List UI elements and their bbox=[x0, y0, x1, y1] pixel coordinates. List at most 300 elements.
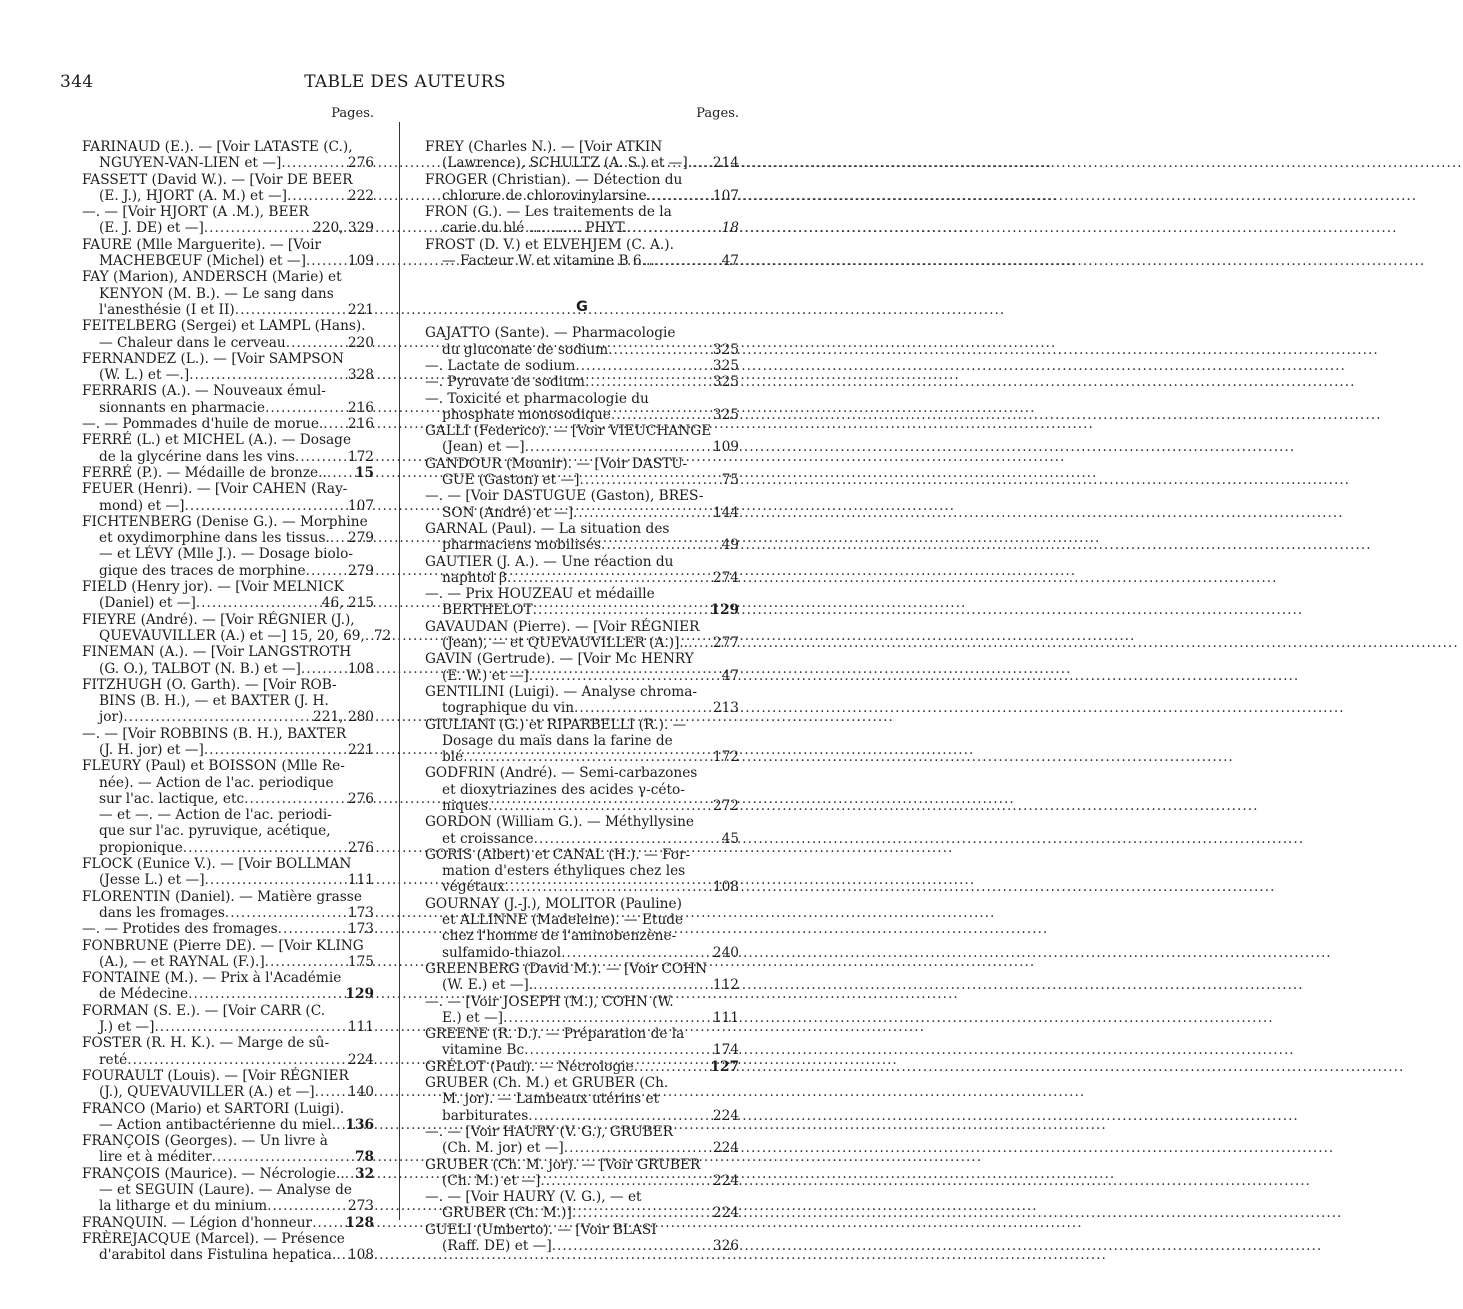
index-line bbox=[82, 1052, 374, 1068]
index-line bbox=[425, 374, 739, 390]
index-line bbox=[82, 921, 374, 937]
dot-leader bbox=[287, 188, 345, 204]
index-line bbox=[82, 237, 374, 253]
dot-leader bbox=[336, 1247, 345, 1263]
dot-leader bbox=[574, 700, 710, 716]
index-line bbox=[425, 1189, 739, 1205]
entry-text: —. — [Voir DASTUGUE (Gaston), BRES- bbox=[425, 488, 704, 505]
dot-leader bbox=[561, 945, 710, 961]
index-line bbox=[82, 563, 374, 579]
index-line bbox=[425, 172, 739, 188]
dot-leader bbox=[244, 791, 345, 807]
dot-leader bbox=[315, 1084, 345, 1100]
entry-text: (Daniel) et —] bbox=[99, 595, 196, 612]
dot-leader bbox=[533, 602, 708, 618]
dot-leader bbox=[265, 400, 345, 416]
entry-text: BERTHELOT bbox=[442, 602, 533, 619]
page-ref: 136 bbox=[345, 1116, 374, 1133]
page-ref: 277 bbox=[712, 635, 739, 652]
entry-text: tographique du vin bbox=[442, 700, 575, 717]
entry-text: J.) et —] bbox=[99, 1019, 155, 1036]
entry-text: née). — Action de l'ac. periodique bbox=[99, 774, 334, 791]
page-number: 344 bbox=[60, 72, 94, 92]
pages-label: Pages. bbox=[331, 106, 374, 121]
index-line bbox=[82, 269, 374, 285]
index-line bbox=[82, 905, 374, 921]
entry-text: —. — Protides des fromages bbox=[82, 921, 278, 938]
dot-leader bbox=[301, 661, 345, 677]
page-ref: 326 bbox=[712, 1238, 739, 1254]
dot-leader bbox=[573, 505, 710, 521]
entry-text: FEUER (Henri). — [Voir CAHEN (Ray- bbox=[82, 481, 348, 498]
index-line bbox=[82, 416, 374, 432]
entry-text: FROGER (Christian). — Détection du bbox=[425, 171, 683, 188]
dot-leader bbox=[345, 1166, 352, 1182]
dot-leader bbox=[295, 449, 345, 465]
dot-leader bbox=[212, 1149, 352, 1165]
entry-text: FLORENTIN (Daniel). — Matière grasse bbox=[82, 888, 362, 905]
entry-text: — et —. — Action de l'ac. periodi- bbox=[99, 807, 332, 824]
index-line bbox=[82, 335, 374, 351]
entry-text: FRÈREJACQUE (Marcel). — Présence bbox=[82, 1230, 345, 1247]
entry-text: (W. E.) et —]. bbox=[442, 977, 534, 994]
index-line bbox=[82, 1003, 374, 1019]
entry-text: SON (André) et —] bbox=[442, 504, 574, 521]
entry-text: FERRARIS (A.). — Nouveaux émul- bbox=[82, 383, 326, 400]
index-line bbox=[425, 505, 739, 521]
index-line bbox=[425, 1059, 739, 1075]
index-line bbox=[425, 1026, 739, 1042]
index-line bbox=[425, 928, 739, 944]
index-line bbox=[425, 879, 739, 895]
entry-text: —. — Pommades d'huile de morue. bbox=[82, 416, 324, 433]
entry-text: —. — [Voir HJORT (A .M.), BEER bbox=[82, 204, 309, 221]
entry-text: niques bbox=[442, 797, 488, 814]
dot-leader bbox=[265, 954, 345, 970]
index-line bbox=[82, 1247, 374, 1263]
index-line bbox=[82, 204, 374, 220]
entry-text: (Raff. DE) et —] bbox=[442, 1238, 552, 1254]
dot-leader bbox=[503, 1010, 710, 1026]
dot-leader bbox=[552, 1238, 710, 1254]
entry-text: GUELI (Umberto). — [Voir BLASI bbox=[425, 1221, 657, 1238]
index-line bbox=[82, 807, 374, 823]
entry-text: GRUBER (Ch. M.)] bbox=[442, 1205, 572, 1222]
page-ref: 111 bbox=[347, 872, 374, 889]
index-line bbox=[82, 546, 374, 562]
entry-text: chez l'homme de l'aminobenzène- bbox=[442, 928, 677, 945]
index-line bbox=[82, 791, 374, 807]
page-ref: 32 bbox=[354, 1165, 374, 1182]
dot-leader bbox=[692, 155, 710, 171]
entry-text: pharmaciens mobilisés bbox=[442, 537, 602, 554]
entry-text: GREENE (R. D.). — Préparation de la bbox=[425, 1026, 685, 1043]
page-ref: 78 bbox=[354, 1149, 374, 1166]
index-line bbox=[82, 351, 374, 367]
page-ref: 111 bbox=[347, 1019, 374, 1036]
entry-text: du gluconate de sodium bbox=[442, 341, 609, 358]
entry-text: FERRÉ (L.) et MICHEL (A.). — Dosage bbox=[82, 432, 352, 449]
index-line bbox=[82, 1068, 374, 1084]
page-ref: 49 bbox=[721, 537, 739, 554]
entry-text: sulfamido-thiazol bbox=[442, 944, 562, 961]
index-line bbox=[425, 537, 739, 553]
entry-text: de la glycérine dans les vins bbox=[99, 448, 295, 465]
index-line bbox=[82, 383, 374, 399]
index-line bbox=[82, 856, 374, 872]
page-ref: 325 bbox=[712, 341, 739, 358]
index-line bbox=[82, 986, 374, 1002]
page-ref: 46, 215 bbox=[321, 595, 374, 612]
dot-leader bbox=[278, 921, 345, 937]
entry-text: végétaux bbox=[442, 879, 505, 896]
entry-text: gique des traces de morphine bbox=[99, 562, 306, 579]
page-ref: 127 bbox=[710, 1058, 739, 1075]
entry-text: MACHEBŒUF (Michel) et —] bbox=[99, 253, 306, 270]
index-line bbox=[82, 139, 374, 155]
entry-text: FLOCK (Eunice V.). — [Voir BOLLMAN bbox=[82, 856, 352, 873]
entry-text: lire et à méditer bbox=[99, 1149, 212, 1166]
dot-leader bbox=[585, 374, 710, 390]
entry-text: et dioxytriazines des acides γ-céto- bbox=[442, 781, 685, 798]
entry-text: GARNAL (Paul). — La situation des bbox=[425, 520, 670, 537]
page-ref: 224 bbox=[712, 1107, 739, 1124]
dot-leader bbox=[528, 1108, 710, 1124]
entry-text: GOURNAY (J.-J.), MOLITOR (Pauline) bbox=[425, 895, 682, 912]
page-ref: 276 bbox=[347, 839, 374, 856]
dot-leader bbox=[533, 977, 710, 993]
index-line bbox=[82, 938, 374, 954]
dot-leader bbox=[235, 302, 345, 318]
index-line bbox=[425, 1157, 739, 1173]
page-ref: 108 bbox=[347, 660, 374, 677]
dot-leader bbox=[189, 367, 345, 383]
index-line bbox=[425, 1238, 739, 1254]
entry-text: FORMAN (S. E.). — [Voir CARR (C. bbox=[82, 1002, 326, 1019]
index-line bbox=[425, 554, 739, 570]
index-line bbox=[425, 733, 739, 749]
page-ref: 129 bbox=[710, 602, 739, 619]
index-line bbox=[425, 204, 739, 220]
dot-leader bbox=[524, 1042, 710, 1058]
index-line bbox=[82, 693, 374, 709]
index-line bbox=[82, 612, 374, 628]
index-line bbox=[425, 521, 739, 537]
dot-leader bbox=[463, 749, 710, 765]
page-ref: 72 bbox=[373, 627, 392, 644]
index-line bbox=[425, 602, 739, 618]
index-line bbox=[425, 456, 739, 472]
index-line bbox=[82, 172, 374, 188]
dot-leader bbox=[505, 879, 710, 895]
entry-text: GODFRIN (André). — Semi-carbazones bbox=[425, 765, 698, 782]
entry-text: —. Toxicité et pharmacologie du bbox=[425, 390, 649, 407]
index-line bbox=[82, 1101, 374, 1117]
page-ref: 47 bbox=[721, 253, 739, 270]
page-ref: 129 bbox=[345, 986, 374, 1003]
dot-leader bbox=[634, 1059, 708, 1075]
index-line bbox=[425, 423, 739, 439]
entry-text: sur l'ac. lactique, etc bbox=[99, 790, 245, 807]
index-line bbox=[425, 912, 739, 928]
entry-text: — et SEGUIN (Laure). — Analyse de bbox=[99, 1182, 352, 1198]
index-line bbox=[82, 579, 374, 595]
index-line bbox=[425, 1205, 739, 1221]
index-line bbox=[425, 847, 739, 863]
page-ref: 75 bbox=[721, 472, 739, 489]
entry-text: FAY (Marion), ANDERSCH (Marie) et bbox=[82, 269, 342, 286]
index-line bbox=[82, 1182, 374, 1198]
entry-text: l'anesthésie (I et II) bbox=[99, 301, 235, 318]
page-ref: 224 bbox=[712, 1140, 739, 1157]
index-line bbox=[82, 465, 374, 481]
index-line bbox=[82, 627, 392, 644]
index-line bbox=[82, 1149, 374, 1165]
index-line bbox=[82, 367, 374, 383]
page-ref: 173 bbox=[347, 921, 374, 938]
page-ref: 240 bbox=[712, 944, 739, 961]
entry-text: barbiturates bbox=[442, 1107, 529, 1124]
index-line bbox=[425, 1108, 739, 1124]
pages-label: Pages. bbox=[696, 106, 739, 121]
index-line bbox=[82, 155, 374, 171]
entry-text: —. — [Voir HAURY (V. G.), GRUBER bbox=[425, 1123, 674, 1140]
entry-text: Dosage du maïs dans la farine de bbox=[442, 732, 673, 749]
index-line bbox=[82, 677, 374, 693]
dot-leader bbox=[184, 498, 344, 514]
entry-text: GRUBER (Ch. M.) et GRUBER (Ch. bbox=[425, 1075, 669, 1092]
entry-text: reté bbox=[99, 1051, 128, 1068]
entry-text: —. — [Voir ROBBINS (B. H.), BAXTER bbox=[82, 725, 347, 742]
dot-leader bbox=[507, 570, 710, 586]
entry-text: FOSTER (R. H. K.). — Marge de sû- bbox=[82, 1035, 330, 1052]
page-ref: 221 bbox=[347, 301, 374, 318]
page-ref: 325 bbox=[712, 374, 739, 391]
entry-text: (E. J. DE) et —] bbox=[99, 220, 204, 237]
index-line bbox=[425, 977, 739, 993]
entry-text: GREENBERG (David M.). — [Voir COHN bbox=[425, 960, 708, 977]
index-line bbox=[425, 668, 739, 684]
dot-leader bbox=[127, 1052, 345, 1068]
page-ref: 111 bbox=[712, 1009, 739, 1026]
entry-text: et croissance bbox=[442, 830, 534, 847]
entry-text: GAUTIER (J. A.). — Une réaction du bbox=[425, 553, 674, 570]
dot-leader bbox=[306, 253, 345, 269]
entry-text: FICHTENBERG (Denise G.). — Morphine bbox=[82, 513, 368, 530]
index-line bbox=[82, 954, 374, 970]
page-ref: 274 bbox=[712, 569, 739, 586]
page-ref: 325 bbox=[712, 406, 739, 423]
entry-text: — et LÉVY (Mlle J.). — Dosage biolo- bbox=[99, 546, 353, 563]
index-line bbox=[425, 749, 739, 765]
index-line bbox=[425, 220, 739, 236]
dot-leader bbox=[123, 709, 310, 725]
page-ref: 18 bbox=[721, 220, 739, 237]
index-line bbox=[82, 1231, 374, 1247]
entry-text: (G. O.), TALBOT (N. B.) et —] bbox=[99, 660, 301, 677]
index-line bbox=[425, 684, 739, 700]
entry-text: —. — [Voir JOSEPH (M.), COHN (W. bbox=[425, 993, 674, 1010]
entry-text: FREY (Charles N.). — [Voir ATKIN bbox=[425, 139, 663, 155]
dot-leader bbox=[188, 986, 342, 1002]
index-line bbox=[82, 742, 374, 758]
index-line bbox=[82, 481, 374, 497]
entry-text: —. — Prix HOUZEAU et médaille bbox=[425, 586, 655, 603]
entry-text: — Chaleur dans le cerveau bbox=[99, 334, 286, 351]
dot-leader bbox=[330, 530, 345, 546]
entry-text: — Facteur W et vitamine B 6... bbox=[442, 253, 655, 270]
entry-text: GANDOUR (Mounir). — [Voir DASTU- bbox=[425, 455, 688, 472]
index-line bbox=[425, 635, 739, 651]
index-line bbox=[82, 1117, 374, 1133]
dot-leader bbox=[154, 1019, 344, 1035]
page-ref: 222 bbox=[347, 187, 374, 204]
index-line bbox=[425, 570, 739, 586]
index-line bbox=[425, 237, 739, 253]
index-line bbox=[425, 439, 739, 455]
dot-leader bbox=[327, 465, 352, 481]
index-line bbox=[82, 449, 374, 465]
entry-text: d'arabitol dans Fistulina hepatica. bbox=[99, 1247, 337, 1264]
entry-text: FONTAINE (M.). — Prix à l'Académie bbox=[82, 970, 342, 987]
entry-text: GAJATTO (Sante). — Pharmacologie bbox=[425, 325, 676, 342]
entry-text: carie du blé ............ PHYT. bbox=[442, 220, 627, 237]
entry-text: (Ch. M.) et —] bbox=[442, 1172, 541, 1189]
index-line bbox=[82, 530, 374, 546]
entry-text: et oxydimorphine dans les tissus. bbox=[99, 530, 330, 547]
page-ref: 108 bbox=[712, 879, 739, 896]
page-ref: 107 bbox=[347, 497, 374, 514]
page-ref: 216 bbox=[347, 399, 374, 416]
dot-leader bbox=[608, 342, 710, 358]
entry-text: vitamine Bc bbox=[442, 1042, 525, 1059]
entry-text: blé bbox=[442, 749, 464, 766]
dot-leader bbox=[601, 537, 719, 553]
page-ref: 220 bbox=[347, 334, 374, 351]
dot-leader bbox=[564, 1140, 710, 1156]
page-ref: 15 bbox=[354, 464, 374, 481]
entry-text: de Médecine bbox=[99, 986, 189, 1003]
index-line bbox=[82, 1084, 374, 1100]
page-header bbox=[60, 72, 750, 96]
entry-text: GIULIANI (G.) et RIPARBELLI (R.). — bbox=[425, 716, 687, 733]
index-line bbox=[82, 498, 374, 514]
index-line bbox=[425, 798, 739, 814]
entry-text: (Ch. M. jor) et —] bbox=[442, 1140, 564, 1157]
entry-text: —. — [Voir HAURY (V. G.), — et bbox=[425, 1189, 642, 1206]
dot-leader bbox=[529, 668, 719, 684]
entry-text: BINS (B. H.), — et BAXTER (J. H. bbox=[99, 693, 329, 710]
index-line bbox=[425, 945, 739, 961]
index-line bbox=[425, 765, 739, 781]
dot-leader bbox=[306, 563, 345, 579]
entry-text: FASSETT (David W.). — [Voir DE BEER bbox=[82, 171, 353, 188]
entry-text: chlorure de chlorovinylarsine bbox=[442, 187, 647, 204]
index-line bbox=[425, 1091, 739, 1107]
index-line bbox=[425, 651, 739, 667]
dot-leader bbox=[627, 220, 719, 236]
index-line bbox=[425, 586, 739, 602]
dot-leader bbox=[225, 905, 345, 921]
index-line bbox=[82, 302, 374, 318]
entry-text: FERRÉ (P.). — Médaille de bronze.. bbox=[82, 464, 327, 481]
page-ref: 221 bbox=[347, 741, 374, 758]
index-line bbox=[425, 407, 739, 423]
index-line bbox=[82, 889, 374, 905]
index-line bbox=[82, 286, 374, 302]
entry-text: QUEVAUVILLER (A.) et —] 15, 20, 69, bbox=[99, 627, 365, 644]
entry-text: —. Pyruvate de sodium bbox=[425, 374, 585, 391]
index-line bbox=[82, 188, 374, 204]
entry-text: (Jean), — et QUEVAUVILLER (A.)].. bbox=[442, 635, 689, 652]
page-ref: 108 bbox=[347, 1247, 374, 1264]
dot-leader bbox=[488, 798, 710, 814]
page-ref: 213 bbox=[712, 700, 739, 717]
entry-text: (Jesse L.) et —] bbox=[99, 872, 205, 889]
entry-text: FLEURY (Paul) et BOISSON (Mlle Re- bbox=[82, 758, 345, 775]
index-line bbox=[82, 1215, 374, 1231]
index-line bbox=[425, 814, 739, 830]
section-gap bbox=[425, 269, 739, 289]
entry-text: FRON (G.). — Les traitements de la bbox=[425, 204, 672, 221]
entry-text: (E. J.), HJORT (A. M.) et —] bbox=[99, 187, 288, 204]
dot-leader bbox=[205, 872, 345, 888]
entry-text: FRANÇOIS (Maurice). — Nécrologie.. bbox=[82, 1165, 345, 1182]
entry-text: —. Lactate de sodium bbox=[425, 357, 576, 374]
entry-text: GORIS (Albert) et CANAL (H.). — For- bbox=[425, 846, 691, 863]
index-line bbox=[82, 220, 374, 236]
entry-text: la litharge et du minium bbox=[99, 1198, 268, 1215]
entry-text: FOURAULT (Louis). — [Voir RÉGNIER bbox=[82, 1067, 349, 1084]
index-line bbox=[82, 823, 374, 839]
entry-text: propionique bbox=[99, 839, 183, 856]
page-ref: 276 bbox=[347, 155, 374, 172]
index-line bbox=[82, 318, 374, 334]
entry-list bbox=[425, 139, 739, 1254]
entry-text: (J. H. jor) et —] bbox=[99, 741, 204, 758]
index-line bbox=[82, 514, 374, 530]
page-ref: 272 bbox=[712, 797, 739, 814]
dot-leader bbox=[688, 635, 710, 651]
index-line bbox=[425, 188, 739, 204]
entry-text: NGUYEN-VAN-LIEN et —] bbox=[99, 155, 282, 172]
entry-text: (E. W.) et —] bbox=[442, 667, 529, 684]
entry-text: jor) bbox=[99, 709, 124, 726]
dot-leader bbox=[183, 840, 345, 856]
dot-leader bbox=[534, 831, 719, 847]
entry-text: FRANÇOIS (Georges). — Un livre à bbox=[82, 1133, 328, 1150]
entry-text: FEITELBERG (Sergei) et LAMPL (Hans). bbox=[82, 318, 366, 335]
entry-text: GAVIN (Gertrude). — [Voir Mc HENRY bbox=[425, 651, 694, 668]
dot-leader bbox=[572, 1205, 710, 1221]
page-ref: 45 bbox=[721, 830, 739, 847]
dot-leader bbox=[196, 595, 319, 611]
dot-leader bbox=[575, 358, 710, 374]
page-ref: 140 bbox=[347, 1084, 374, 1101]
index-line bbox=[82, 1198, 374, 1214]
index-line bbox=[425, 253, 739, 269]
page-ref: 216 bbox=[347, 416, 374, 433]
page-ref: 220, 329 bbox=[313, 220, 374, 237]
entry-text: GAVAUDAN (Pierre). — [Voir RÉGNIER bbox=[425, 618, 700, 635]
dot-leader bbox=[323, 416, 345, 432]
index-line bbox=[82, 595, 374, 611]
index-line bbox=[425, 1140, 739, 1156]
entry-text: FRANCO (Mario) et SARTORI (Luigi). bbox=[82, 1100, 345, 1117]
index-line bbox=[82, 709, 374, 725]
index-line bbox=[425, 325, 739, 341]
dot-leader bbox=[267, 1198, 345, 1214]
